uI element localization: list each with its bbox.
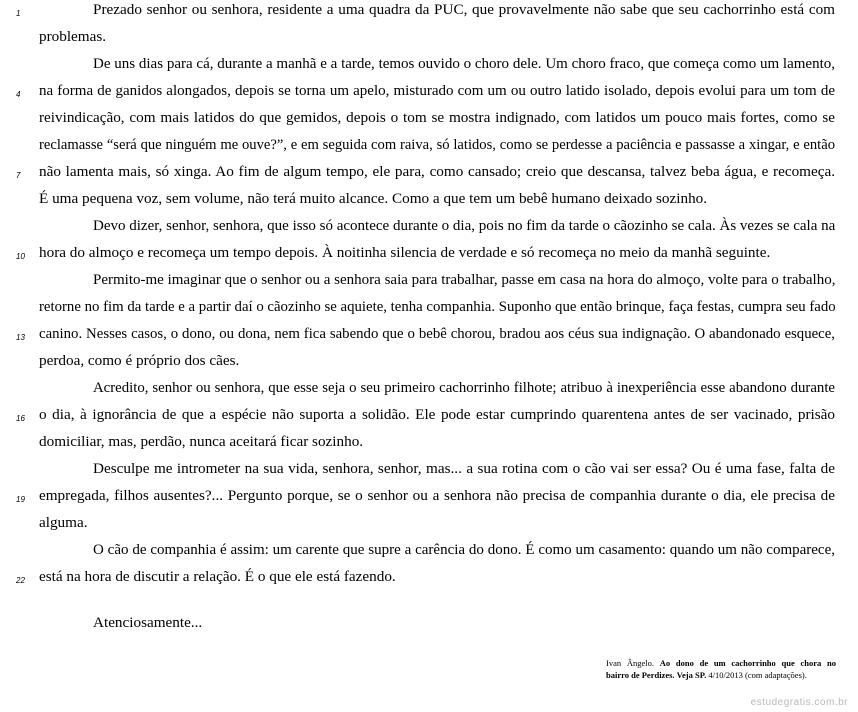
text-line: problemas. xyxy=(39,28,107,45)
text-line: Prezado senhor ou senhora, residente a uma quadra da PUC, que provavelmente não sabe que seu cachorrinho está com xyxy=(93,1,835,18)
closing-salutation: Atenciosamente... xyxy=(93,614,203,631)
text-line: alguma. xyxy=(39,514,88,531)
text-line: Devo dizer, senhor, senhora, que isso só acontece durante o dia, pois no fim da tarde o cãozinho se cala. Às vezes se cala na xyxy=(93,218,836,234)
text-line: o dia, à ignorância de que a espécie não suporta a solidão. Ele pode estar cumprindo quarentena antes de ser vacinado, prisão xyxy=(39,406,835,423)
text-line: reclamasse “será que ninguém me ouve?”, e em seguida com raiva, só latidos, como se perdesse a paciência e passasse a xingar, e então xyxy=(39,137,835,153)
line-number: 13 xyxy=(16,333,25,342)
text-line: O cão de companhia é assim: um carente que supre a carência do dono. É como um casamento: quando um não comparece, xyxy=(93,542,835,558)
text-line: hora do almoço e recomeça um tempo depois. À noitinha silencia de verdade e só recomeça no meio da manhã seguinte. xyxy=(39,244,771,261)
text-line: não lamenta mais, só xinga. Ao fim de algum tempo, ele para, como cansado; creio que descansa, talvez beba água, e recomeça. xyxy=(39,163,835,180)
text-line: perdoa, como é próprio dos cães. xyxy=(39,352,240,369)
text-line: Acredito, senhor ou senhora, que esse seja o seu primeiro cachorrinho filhote; atribuo à inexperiência esse abandono durante xyxy=(93,380,835,396)
line-number: 1 xyxy=(16,9,21,18)
text-line: De uns dias para cá, durante a manhã e a tarde, temos ouvido o choro dele. Um choro fraco, que começa como um lamento, xyxy=(93,56,835,72)
text-line: retorne no fim da tarde e a partir daí o cãozinho se aquiete, tenha companhia. Suponho que então brinque, faça festas, cumpra seu fado xyxy=(39,299,836,315)
citation-line-2 xyxy=(606,669,836,682)
line-number: 22 xyxy=(16,576,25,585)
line-number: 19 xyxy=(16,495,25,504)
citation-details: 4/10/2013 (com adaptações). xyxy=(708,670,807,680)
line-number: 7 xyxy=(16,171,21,180)
citation-title-2: bairro de Perdizes. xyxy=(606,670,675,680)
text-line: É uma pequena voz, sem volume, não terá muito alcance. Como a que tem um bebê humano deixado sozinho. xyxy=(39,190,708,207)
citation-source: Veja SP. xyxy=(676,670,707,680)
text-line: canino. Nesses casos, o dono, ou dona, nem fica sabendo que o bebê chorou, bradou aos céus sua indignação. O abandonado esquece, xyxy=(39,326,835,342)
text-line: Permito-me imaginar que o senhor ou a senhora saia para trabalhar, passe em casa na hora do almoço, volte para o trabalho, xyxy=(93,272,836,288)
citation-title-1: Ao dono de um cachorrinho que chora no xyxy=(659,658,836,668)
text-line: Desculpe me intrometer na sua vida, senhora, senhor, mas... a sua rotina com o cão vai ser essa? Ou é uma fase, falta de xyxy=(93,460,835,477)
text-line: empregada, filhos ausentes?... Pergunto porque, se o senhor ou a senhora não precisa de companhia durante o dia, ele precisa de xyxy=(39,487,835,504)
line-number: 4 xyxy=(16,90,21,99)
watermark: estudegratis.com.br xyxy=(750,697,848,708)
text-line: na forma de ganidos alongados, depois se torna um apelo, misturado com um ou outro latido isolado, depois evolui para um tom de xyxy=(39,83,835,99)
line-number: 16 xyxy=(16,414,25,423)
line-number: 10 xyxy=(16,252,25,261)
text-line: está na hora de discutir a relação. É o que ele está fazendo. xyxy=(39,568,396,585)
citation-author: Ivan Ângelo. xyxy=(606,658,654,668)
text-line: reivindicação, com mais latidos do que gemidos, depois o tom se mostra indignado, com latidos um pouco mais fortes, como se xyxy=(39,109,835,126)
text-line: domiciliar, mas, perdão, nunca aceitará ficar sozinho. xyxy=(39,433,364,450)
